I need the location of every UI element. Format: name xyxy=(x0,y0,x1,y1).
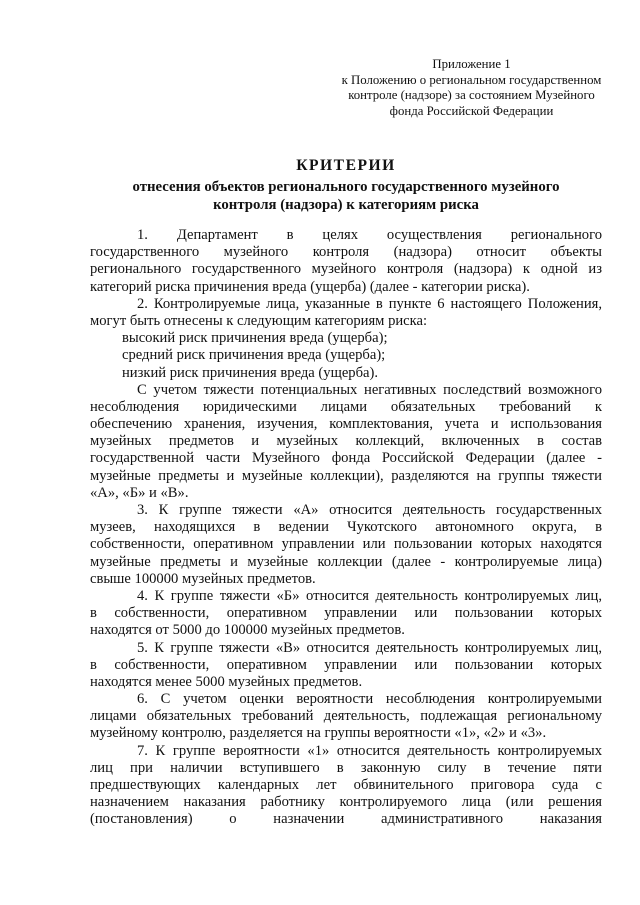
text-line: «А», «Б» и «В». xyxy=(90,484,189,501)
document-title xyxy=(90,157,602,214)
text-line: государственного музейного контроля (надзора) относит объекты xyxy=(90,244,602,261)
text-line: высокий риск причинения вреда (ущерба); xyxy=(122,330,388,347)
text-line: музейных предметов и музейных коллекций, включенных в состав xyxy=(90,433,602,450)
text-line: категорий риска причинения вреда (ущерба) (далее - категории риска). xyxy=(90,278,530,295)
appendix-line-4: фонда Российской Федерации xyxy=(389,103,554,118)
text-line: в собственности, оперативном управлении или пользовании которых xyxy=(90,656,602,673)
text-line: 1. Департамент в целях осуществления регионального xyxy=(137,227,602,243)
text-line: С учетом тяжести потенциальных негативных последствий возможного xyxy=(137,381,602,398)
text-line: музейные предметы и музейные коллекции (далее - контролируемые лица) xyxy=(90,553,602,570)
text-line: собственности, оперативном управлении или пользовании которых находятся xyxy=(90,536,602,553)
text-line: средний риск причинения вреда (ущерба); xyxy=(122,347,386,364)
text-line: 6. С учетом оценки вероятности несоблюдения контролируемыми xyxy=(137,691,602,708)
text-line: 2. Контролируемые лица, указанные в пункте 6 настоящего Положения, xyxy=(137,295,602,312)
title-line-2: отнесения объектов регионального государственного музейного xyxy=(132,179,560,196)
text-line: музеев, находящихся в ведении Чукотского автономного округа, в xyxy=(90,519,602,536)
text-line: 4. К группе тяжести «Б» относится деятельность контролируемых лиц, xyxy=(137,587,602,604)
document-body xyxy=(90,227,602,829)
text-line: обеспечению хранения, изучения, комплектования, учета и использования xyxy=(90,416,602,433)
text-line: 3. К группе тяжести «А» относится деятельность государственных xyxy=(137,502,602,518)
text-line: лиц при наличии вступившего в законную силу в течение пяти xyxy=(90,759,602,776)
text-line: в собственности, оперативном управлении или пользовании которых xyxy=(90,605,602,622)
text-line: находятся менее 5000 музейных предметов. xyxy=(90,673,363,690)
text-line: находятся от 5000 до 100000 музейных предметов. xyxy=(90,622,405,639)
text-line: лицами обязательных требований деятельность, подлежащая региональному xyxy=(90,708,602,725)
text-line: 7. К группе вероятности «1» относится деятельность контролируемых xyxy=(137,742,602,759)
appendix-line-3: контроле (надзоре) за состоянием Музейного xyxy=(348,88,595,103)
appendix-line-1: Приложение 1 xyxy=(432,57,511,71)
text-line: могут быть отнесены к следующим категориям риска: xyxy=(90,312,428,329)
text-line: несоблюдения юридическими лицами обязательных требований к xyxy=(90,398,602,415)
appendix-header xyxy=(330,57,613,119)
title-heading: КРИТЕРИИ xyxy=(296,157,396,174)
text-line: государственной части Музейного фонда Российской Федерации (далее - xyxy=(90,450,602,467)
text-line: регионального государственного музейного контроля (надзора) к одной из xyxy=(90,261,602,278)
text-line: низкий риск причинения вреда (ущерба). xyxy=(122,364,379,381)
text-line: (постановления) о назначении административного наказания xyxy=(90,811,602,828)
title-line-3: контроля (надзора) к категориям риска xyxy=(213,196,479,213)
text-line: музейному контролю, разделяется на группы вероятности «1», «2» и «3». xyxy=(90,725,547,742)
text-line: назначением наказания работнику контролируемого лица (или решения xyxy=(90,794,602,811)
text-line: предшествующих календарных лет обвинительного приговора суда с xyxy=(90,777,602,793)
text-line: свыше 100000 музейных предметов. xyxy=(90,570,316,587)
appendix-line-2: к Положению о региональном государственном xyxy=(341,72,602,87)
text-line: музейные предметы и музейные коллекции), разделяются на группы тяжести xyxy=(90,467,602,484)
text-line: 5. К группе тяжести «В» относится деятельность контролируемых лиц, xyxy=(137,639,602,656)
